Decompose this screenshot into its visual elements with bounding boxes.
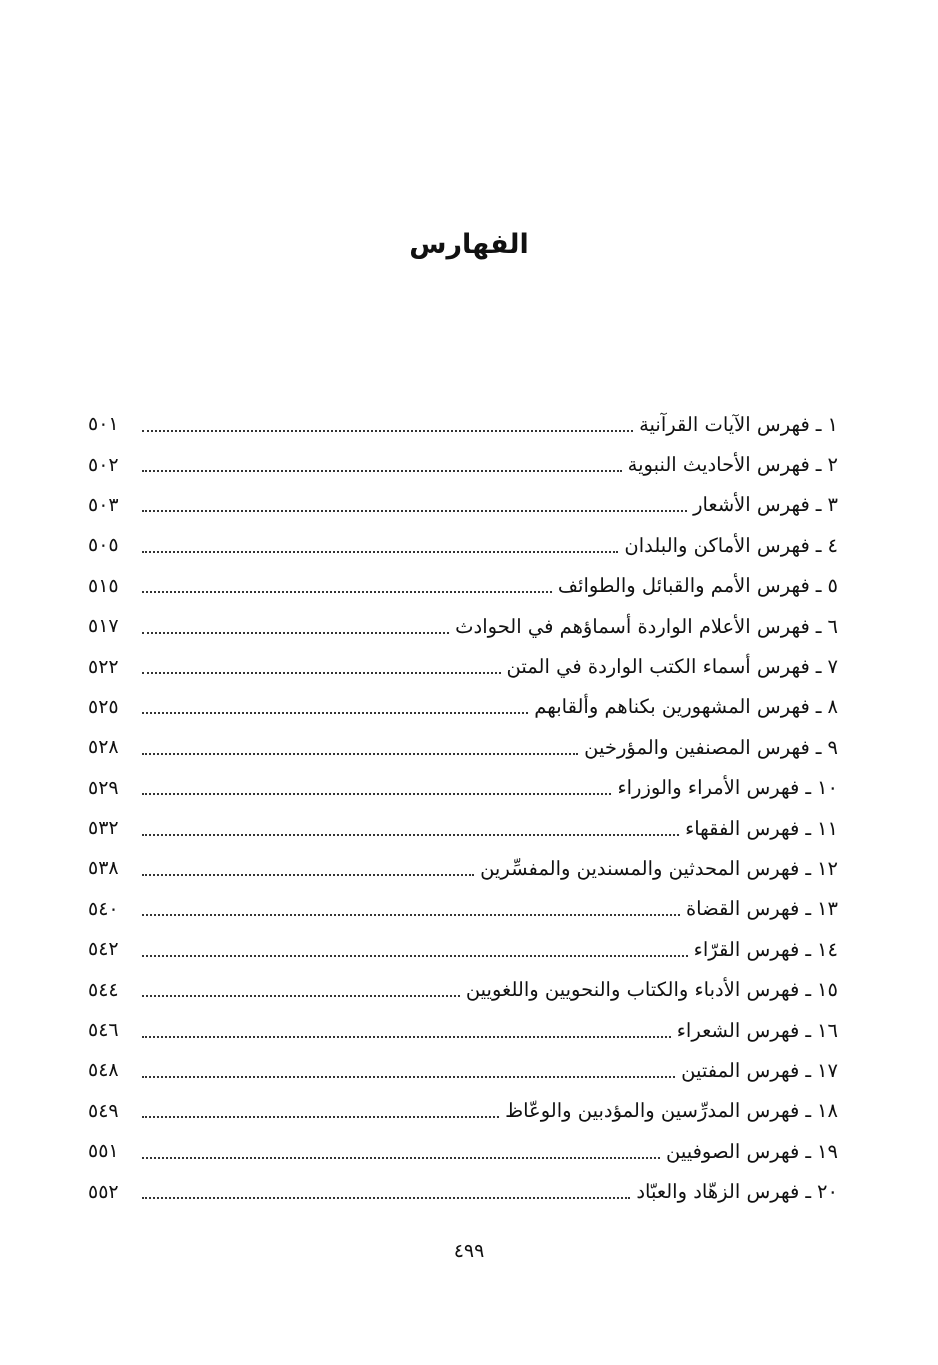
toc-entry[interactable] (88, 889, 838, 929)
toc-entry-separator: ـ (815, 453, 822, 477)
toc-entry-label: فهرس المحدثين والمسندين والمفسِّرين (480, 856, 800, 880)
toc-page-number: ٥٤٠ (88, 897, 119, 920)
toc-entry-label: فهرس القضاة (685, 897, 800, 921)
toc-entry-text (617, 776, 838, 799)
toc-entry-separator: ـ (815, 574, 822, 598)
toc-entry-separator: ـ (815, 735, 822, 759)
toc-entry-separator: ـ (805, 937, 812, 961)
toc-entry-number: ٣ (827, 493, 838, 517)
toc-entry-label: فهرس الزهّاد والعبّاد (636, 1180, 800, 1204)
toc-entry[interactable] (88, 768, 838, 808)
toc-entry-number: ١٩ (817, 1139, 838, 1163)
toc-entry-label: فهرس الأدباء والكتاب والنحويين واللغويين (465, 978, 800, 1002)
toc-page-number: ٥٢٢ (88, 655, 119, 678)
toc-entry-separator: ـ (815, 655, 822, 679)
table-of-contents (88, 404, 838, 1212)
dot-leader (142, 1035, 671, 1038)
dot-leader (142, 792, 611, 795)
toc-entry-separator: ـ (805, 1099, 812, 1123)
dot-leader (142, 1196, 630, 1199)
toc-entry-label: فهرس المفتين (681, 1058, 800, 1082)
dot-leader (142, 631, 449, 634)
toc-entry-number: ٤ (827, 533, 838, 557)
toc-entry-separator: ـ (805, 1018, 812, 1042)
toc-entry-text (694, 938, 838, 961)
dot-leader (142, 873, 474, 876)
toc-entry-separator: ـ (815, 533, 822, 557)
toc-entry-number: ٨ (827, 695, 838, 719)
toc-entry-text (666, 1140, 838, 1163)
page-title: الفهارس (409, 229, 529, 260)
toc-page-number: ٥٠٢ (88, 453, 119, 476)
toc-entry[interactable] (88, 969, 838, 1009)
toc-entry-separator: ـ (805, 1180, 812, 1204)
toc-page-number: ٥٥١ (88, 1140, 119, 1163)
toc-entry-separator: ـ (805, 1058, 812, 1082)
toc-page-number: ٥٠١ (88, 413, 119, 436)
toc-page-number: ٥٤٦ (88, 1019, 119, 1042)
toc-entry-number: ٩ (827, 735, 838, 759)
toc-entry-number: ١٧ (817, 1058, 838, 1082)
dot-leader (142, 429, 633, 432)
toc-page-number: ٥٤٩ (88, 1099, 119, 1122)
page-number: ٤٩٩ (453, 1240, 485, 1262)
toc-page-number: ٥٥٢ (88, 1180, 119, 1203)
toc-entry-separator: ـ (805, 1139, 812, 1163)
toc-entry[interactable] (88, 525, 838, 565)
toc-entry-label: فهرس الأمراء والوزراء (617, 776, 800, 800)
toc-entry-number: ٢ (827, 453, 838, 477)
toc-entry[interactable] (88, 485, 838, 525)
toc-entry-number: ١٨ (817, 1099, 838, 1123)
toc-entry[interactable] (88, 1010, 838, 1050)
toc-entry-text (636, 1180, 838, 1203)
toc-entry-text (685, 817, 838, 840)
toc-entry[interactable] (88, 444, 838, 484)
toc-entry-label: فهرس أسماء الكتب الواردة في المتن (506, 655, 810, 679)
toc-entry[interactable] (88, 606, 838, 646)
toc-entry[interactable] (88, 646, 838, 686)
toc-entry-label: فهرس الفقهاء (685, 816, 800, 840)
toc-entry-separator: ـ (805, 856, 812, 880)
toc-page-number: ٥١٧ (88, 615, 119, 638)
dot-leader (142, 994, 460, 997)
toc-entry-text (505, 1099, 838, 1122)
toc-page-number: ٥٤٨ (88, 1059, 119, 1082)
toc-page-number: ٥٣٨ (88, 857, 119, 880)
toc-entry-label: فهرس الآيات القرآنية (639, 412, 810, 436)
dot-leader (142, 752, 578, 755)
toc-entry-text (558, 574, 838, 597)
toc-entry-number: ١٣ (817, 897, 838, 921)
toc-page-number: ٥٣٢ (88, 817, 119, 840)
toc-entry-text (686, 897, 838, 920)
dot-leader (142, 1156, 660, 1159)
toc-entry-text (677, 1019, 838, 1042)
toc-entry-separator: ـ (815, 695, 822, 719)
toc-entry-label: فهرس المصنفين والمؤرخين (584, 735, 810, 759)
toc-entry-label: فهرس القرّاء (693, 937, 800, 961)
toc-entry-text (455, 615, 838, 638)
dot-leader (142, 954, 688, 957)
toc-entry[interactable] (88, 1091, 838, 1131)
dot-leader (142, 913, 680, 916)
toc-entry-label: فهرس الأعلام الواردة أسماؤهم في الحوادث (455, 614, 810, 638)
toc-entry[interactable] (88, 566, 838, 606)
toc-entry-text (466, 978, 838, 1001)
toc-entry-text (624, 534, 838, 557)
dot-leader (142, 1075, 675, 1078)
toc-entry-number: ١ (827, 412, 838, 436)
toc-entry-text (681, 1059, 838, 1082)
toc-page-number: ٥٢٩ (88, 776, 119, 799)
toc-entry-number: ١١ (817, 816, 838, 840)
toc-entry[interactable] (88, 1131, 838, 1171)
dot-leader (142, 1115, 499, 1118)
toc-entry-number: ١٢ (817, 856, 838, 880)
toc-entry-separator: ـ (815, 412, 822, 436)
dot-leader (142, 469, 622, 472)
toc-entry[interactable] (88, 727, 838, 767)
toc-entry-number: ٧ (827, 655, 838, 679)
toc-entry-text (480, 857, 838, 880)
dot-leader (142, 590, 552, 593)
toc-entry[interactable] (88, 1171, 838, 1211)
toc-entry-label: فهرس المدرِّسين والمؤدبين والوعّاظ (505, 1099, 800, 1123)
toc-entry-text (693, 493, 838, 516)
dot-leader (142, 671, 501, 674)
toc-entry-separator: ـ (805, 816, 812, 840)
toc-entry[interactable] (88, 404, 838, 444)
toc-entry-separator: ـ (805, 776, 812, 800)
toc-page-number: ٥٤٤ (88, 978, 119, 1001)
toc-entry-separator: ـ (805, 978, 812, 1002)
toc-entry-number: ١٥ (817, 978, 838, 1002)
toc-entry-text (534, 695, 838, 718)
toc-entry-text (507, 655, 838, 678)
toc-entry[interactable] (88, 808, 838, 848)
toc-entry-text (584, 736, 838, 759)
toc-entry[interactable] (88, 848, 838, 888)
toc-entry-label: فهرس الأشعار (693, 493, 810, 517)
toc-entry-label: فهرس الأماكن والبلدان (624, 533, 810, 557)
toc-page-number: ٥٠٣ (88, 493, 119, 516)
dot-leader (142, 550, 618, 553)
toc-entry-separator: ـ (815, 614, 822, 638)
toc-entry-text (628, 453, 838, 476)
toc-entry-label: فهرس الأمم والقبائل والطوائف (557, 574, 810, 598)
toc-entry-number: ١٦ (817, 1018, 838, 1042)
toc-page-number: ٥١٥ (88, 574, 119, 597)
dot-leader (142, 509, 687, 512)
toc-entry-number: ١٤ (817, 937, 838, 961)
toc-entry-label: فهرس الأحاديث النبوية (627, 453, 810, 477)
toc-page-number: ٥٤٢ (88, 938, 119, 961)
toc-page-number: ٥٠٥ (88, 534, 119, 557)
toc-entry[interactable] (88, 929, 838, 969)
toc-entry-label: فهرس الشعراء (676, 1018, 800, 1042)
toc-page-number: ٥٢٨ (88, 736, 119, 759)
dot-leader (142, 833, 679, 836)
toc-entry[interactable] (88, 687, 838, 727)
dot-leader (142, 711, 528, 714)
toc-entry-number: ٥ (827, 574, 838, 598)
toc-page-number: ٥٢٥ (88, 695, 119, 718)
toc-entry-separator: ـ (805, 897, 812, 921)
toc-entry-text (639, 413, 838, 436)
toc-entry-separator: ـ (815, 493, 822, 517)
toc-entry-label: فهرس الصوفيين (665, 1139, 800, 1163)
toc-entry-label: فهرس المشهورين بكناهم وألقابهم (534, 695, 810, 719)
toc-entry[interactable] (88, 1050, 838, 1090)
toc-entry-number: ٦ (827, 614, 838, 638)
toc-entry-number: ١٠ (817, 776, 838, 800)
toc-entry-number: ٢٠ (817, 1180, 838, 1204)
